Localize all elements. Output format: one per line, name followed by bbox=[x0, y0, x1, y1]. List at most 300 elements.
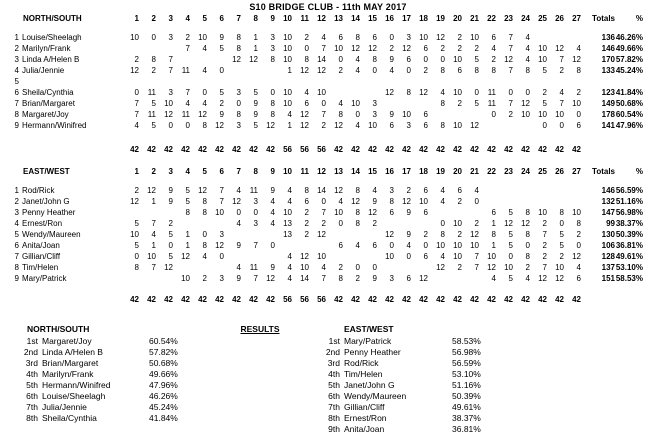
pair-name: Hermann/Winifred bbox=[22, 121, 87, 130]
total-cell: 146 bbox=[601, 186, 615, 195]
pair-number: 6 bbox=[14, 88, 19, 97]
score-board-6: 10 bbox=[215, 208, 224, 217]
results-table bbox=[318, 323, 506, 435]
results-east-west-table bbox=[318, 323, 506, 435]
column-sum-3: 42 bbox=[164, 145, 173, 154]
percent-cell: 49.61% bbox=[452, 402, 481, 412]
score-board-4: 7 bbox=[185, 88, 190, 97]
board-header-2: 2 bbox=[151, 167, 156, 176]
results-section-label: EAST/WEST bbox=[344, 324, 394, 334]
percent-cell: 56.59% bbox=[615, 186, 643, 195]
score-row bbox=[6, 98, 645, 109]
score-board-15 bbox=[360, 229, 377, 240]
board-header-24: 24 bbox=[521, 167, 530, 176]
board-header-22: 22 bbox=[487, 14, 496, 23]
column-sum-13: 42 bbox=[334, 145, 343, 154]
column-sum-27: 42 bbox=[572, 145, 581, 154]
score-board-8: 11 bbox=[249, 263, 258, 272]
board-header-23: 23 bbox=[504, 14, 513, 23]
score-board-16: 3 bbox=[389, 186, 394, 195]
pair-name: Margaret/Joy bbox=[22, 110, 69, 119]
pair-number: 2 bbox=[14, 44, 19, 53]
score-board-1: 7 bbox=[134, 99, 139, 108]
score-board-23: 2 bbox=[508, 110, 513, 119]
percent-cell: 56.98% bbox=[452, 347, 481, 357]
section-label: EAST/WEST bbox=[23, 167, 70, 176]
total-cell: 132 bbox=[601, 197, 615, 206]
score-board-21: 5 bbox=[474, 55, 479, 64]
column-sum-7: 42 bbox=[232, 145, 241, 154]
score-board-22: 11 bbox=[487, 88, 496, 97]
pair-name: Brian/Margaret bbox=[42, 358, 99, 368]
rank-cell: 8th bbox=[26, 413, 38, 423]
score-row bbox=[6, 54, 645, 65]
score-board-7: 8 bbox=[236, 110, 241, 119]
score-board-18 bbox=[411, 76, 428, 87]
percent-cell: 57.82% bbox=[149, 347, 178, 357]
score-board-26: 10 bbox=[555, 110, 564, 119]
column-sum-19: 42 bbox=[436, 145, 445, 154]
score-board-19 bbox=[428, 273, 445, 284]
score-board-19: 0 bbox=[440, 55, 445, 64]
score-board-19: 12 bbox=[436, 33, 445, 42]
results-row bbox=[318, 369, 506, 380]
score-board-15: 9 bbox=[372, 274, 377, 283]
score-board-3: 0 bbox=[168, 241, 173, 250]
score-board-24: 12 bbox=[521, 99, 530, 108]
score-board-12: 2 bbox=[321, 219, 326, 228]
score-board-13: 10 bbox=[334, 44, 343, 53]
score-board-7: 0 bbox=[236, 99, 241, 108]
score-board-25: 10 bbox=[538, 55, 547, 64]
score-board-6: 5 bbox=[219, 44, 224, 53]
results-row bbox=[318, 358, 506, 369]
score-board-11: 8 bbox=[304, 186, 309, 195]
score-board-16: 12 bbox=[385, 88, 394, 97]
total-cell: 130 bbox=[601, 230, 615, 239]
score-board-5: 2 bbox=[202, 274, 207, 283]
score-board-16: 8 bbox=[389, 197, 394, 206]
score-board-13: 4 bbox=[338, 99, 343, 108]
score-board-2 bbox=[139, 273, 156, 284]
score-board-13: 0 bbox=[338, 55, 343, 64]
score-board-10: 10 bbox=[283, 44, 292, 53]
score-board-21 bbox=[462, 273, 479, 284]
score-board-12: 7 bbox=[321, 274, 326, 283]
board-header-27: 27 bbox=[572, 167, 581, 176]
column-sum-5: 42 bbox=[198, 295, 207, 304]
rank-cell: 8th bbox=[328, 413, 340, 423]
score-board-7: 4 bbox=[236, 219, 241, 228]
score-board-6: 0 bbox=[219, 66, 224, 75]
pair-name: Penny Heather bbox=[22, 208, 76, 217]
score-board-2: 11 bbox=[147, 88, 156, 97]
score-board-20 bbox=[445, 76, 462, 87]
pair-name: Anita/Joan bbox=[22, 241, 60, 250]
column-sum-3: 42 bbox=[164, 295, 173, 304]
score-row bbox=[6, 76, 645, 87]
percent-cell: 57.82% bbox=[615, 55, 643, 64]
pair-number: 3 bbox=[14, 55, 19, 64]
score-board-20: 6 bbox=[457, 186, 462, 195]
score-board-19: 10 bbox=[436, 241, 445, 250]
score-board-11: 4 bbox=[304, 88, 309, 97]
rank-cell: 7th bbox=[26, 402, 38, 412]
score-board-21: 4 bbox=[474, 186, 479, 195]
score-board-3: 5 bbox=[168, 252, 173, 261]
score-board-2: 0 bbox=[151, 33, 156, 42]
board-header-13: 13 bbox=[334, 14, 343, 23]
score-board-25 bbox=[530, 76, 547, 87]
percent-cell: 45.24% bbox=[615, 66, 643, 75]
percent-cell: 50.68% bbox=[149, 358, 178, 368]
column-sum-17: 42 bbox=[402, 295, 411, 304]
column-sum-2: 42 bbox=[147, 145, 156, 154]
score-board-7: 8 bbox=[236, 33, 241, 42]
score-board-22 bbox=[479, 120, 496, 131]
score-board-19: 4 bbox=[440, 88, 445, 97]
score-board-1: 8 bbox=[134, 263, 139, 272]
score-board-9 bbox=[258, 76, 275, 87]
board-header-10: 10 bbox=[283, 167, 292, 176]
score-board-23 bbox=[496, 185, 513, 196]
pair-number: 6 bbox=[14, 241, 19, 250]
score-row bbox=[6, 262, 645, 273]
pair-number: 7 bbox=[14, 99, 19, 108]
score-board-2: 10 bbox=[147, 252, 156, 261]
score-board-9: 8 bbox=[270, 99, 275, 108]
score-board-17 bbox=[394, 262, 411, 273]
score-board-1: 2 bbox=[134, 55, 139, 64]
pair-number: 9 bbox=[14, 274, 19, 283]
score-board-19: 2 bbox=[440, 44, 445, 53]
column-sum-18: 42 bbox=[419, 145, 428, 154]
column-sum-15: 42 bbox=[368, 295, 377, 304]
board-header-5: 5 bbox=[202, 14, 207, 23]
pair-name: Julia/Jennie bbox=[22, 66, 65, 75]
score-board-23: 7 bbox=[508, 44, 513, 53]
score-board-12: 12 bbox=[317, 230, 326, 239]
score-board-4: 12 bbox=[181, 252, 190, 261]
pair-name: Linda A/Helen B bbox=[22, 55, 80, 64]
score-board-16: 12 bbox=[385, 230, 394, 239]
score-board-24: 0 bbox=[525, 241, 530, 250]
score-board-13: 4 bbox=[338, 197, 343, 206]
board-header-17: 17 bbox=[402, 167, 411, 176]
score-board-3: 10 bbox=[164, 99, 173, 108]
score-board-1: 10 bbox=[130, 33, 139, 42]
score-board-16 bbox=[377, 218, 394, 229]
pair-name: Hermann/Winifred bbox=[42, 380, 111, 390]
percent-cell: 46.26% bbox=[615, 33, 643, 42]
score-board-5: 8 bbox=[202, 121, 207, 130]
score-board-24: 4 bbox=[525, 44, 530, 53]
score-board-19: 8 bbox=[440, 99, 445, 108]
score-board-1 bbox=[122, 207, 139, 218]
score-board-7 bbox=[224, 229, 241, 240]
score-board-8: 9 bbox=[253, 99, 258, 108]
percent-header: % bbox=[635, 167, 643, 176]
score-board-6: 9 bbox=[219, 33, 224, 42]
score-board-25 bbox=[530, 185, 547, 196]
score-board-15: 8 bbox=[372, 55, 377, 64]
board-header-25: 25 bbox=[538, 167, 547, 176]
column-sum-25: 42 bbox=[538, 295, 547, 304]
pair-number: 8 bbox=[14, 263, 19, 272]
pair-name: Wendy/Maureen bbox=[344, 391, 407, 401]
percent-cell: 60.54% bbox=[615, 110, 643, 119]
column-sum-9: 42 bbox=[266, 295, 275, 304]
score-board-17: 6 bbox=[406, 274, 411, 283]
pair-name: Sheila/Cynthia bbox=[42, 413, 97, 423]
score-board-1: 4 bbox=[134, 121, 139, 130]
score-board-24: 8 bbox=[525, 252, 530, 261]
empty-cell bbox=[581, 294, 615, 305]
score-board-22: 8 bbox=[491, 66, 496, 75]
score-board-21: 2 bbox=[474, 44, 479, 53]
score-board-6 bbox=[207, 54, 224, 65]
score-board-2: 7 bbox=[151, 219, 156, 228]
score-board-11: 2 bbox=[304, 33, 309, 42]
column-sum-6: 42 bbox=[215, 145, 224, 154]
score-board-9: 9 bbox=[270, 186, 275, 195]
score-board-20 bbox=[445, 207, 462, 218]
board-header-6: 6 bbox=[219, 167, 224, 176]
score-board-16: 6 bbox=[389, 121, 394, 130]
score-board-13: 6 bbox=[338, 241, 343, 250]
score-board-21: 0 bbox=[474, 88, 479, 97]
column-sum-18: 42 bbox=[419, 295, 428, 304]
score-board-12: 14 bbox=[317, 55, 326, 64]
score-board-24: 0 bbox=[525, 88, 530, 97]
column-sum-10: 56 bbox=[283, 295, 292, 304]
board-header-18: 18 bbox=[419, 14, 428, 23]
score-board-17: 12 bbox=[402, 44, 411, 53]
score-board-22: 11 bbox=[487, 99, 496, 108]
score-board-23 bbox=[496, 120, 513, 131]
rank-cell: 3rd bbox=[327, 358, 340, 368]
score-board-18: 0 bbox=[423, 55, 428, 64]
score-board-14: 12 bbox=[351, 44, 360, 53]
score-board-26: 10 bbox=[555, 263, 564, 272]
score-board-17: 2 bbox=[406, 186, 411, 195]
score-board-5: 0 bbox=[202, 88, 207, 97]
column-sum-14: 42 bbox=[351, 295, 360, 304]
score-board-27: 2 bbox=[576, 88, 581, 97]
score-board-9 bbox=[258, 65, 275, 76]
score-board-12: 4 bbox=[321, 33, 326, 42]
score-board-12: 10 bbox=[317, 252, 326, 261]
column-sum-23: 42 bbox=[504, 145, 513, 154]
score-board-25: 5 bbox=[542, 66, 547, 75]
score-board-20: 2 bbox=[457, 230, 462, 239]
score-board-8 bbox=[241, 65, 258, 76]
score-board-18: 6 bbox=[423, 252, 428, 261]
score-board-17: 10 bbox=[402, 110, 411, 119]
results-heading: RESULTS bbox=[240, 324, 280, 334]
board-header-12: 12 bbox=[317, 14, 326, 23]
score-board-25: 10 bbox=[538, 208, 547, 217]
score-board-15: 10 bbox=[368, 121, 377, 130]
score-board-18: 6 bbox=[423, 186, 428, 195]
score-board-14: 8 bbox=[355, 186, 360, 195]
score-board-2: 1 bbox=[151, 241, 156, 250]
score-board-23: 12 bbox=[504, 55, 513, 64]
pair-name: Brian/Margaret bbox=[22, 99, 75, 108]
score-board-15: 12 bbox=[368, 44, 377, 53]
pair-number: 1 bbox=[14, 33, 19, 42]
score-board-3 bbox=[156, 273, 173, 284]
rank-cell: 4th bbox=[26, 369, 38, 379]
score-board-21: 8 bbox=[474, 66, 479, 75]
score-board-15 bbox=[360, 251, 377, 262]
score-board-23: 7 bbox=[508, 33, 513, 42]
results-row bbox=[10, 402, 203, 413]
results-row bbox=[10, 391, 203, 402]
board-header-3: 3 bbox=[168, 14, 173, 23]
pair-name: Margaret/Joy bbox=[42, 336, 92, 346]
pair-number: 5 bbox=[14, 230, 19, 239]
spacer-cell bbox=[6, 177, 645, 185]
results-row bbox=[318, 391, 506, 402]
percent-cell: 53.10% bbox=[452, 369, 481, 379]
board-header-5: 5 bbox=[202, 167, 207, 176]
column-sum-14: 42 bbox=[351, 145, 360, 154]
percent-cell: 50.68% bbox=[615, 99, 643, 108]
rank-cell: 5th bbox=[328, 380, 340, 390]
score-row bbox=[6, 87, 645, 98]
score-board-9: 0 bbox=[270, 88, 275, 97]
results-row bbox=[318, 336, 506, 347]
column-sum-21: 42 bbox=[470, 145, 479, 154]
score-board-4: 2 bbox=[185, 33, 190, 42]
score-board-27 bbox=[564, 185, 581, 196]
score-board-12 bbox=[309, 240, 326, 251]
score-board-18: 12 bbox=[419, 274, 428, 283]
score-board-9 bbox=[258, 229, 275, 240]
results-row bbox=[10, 369, 203, 380]
score-board-19: 8 bbox=[440, 66, 445, 75]
board-header-21: 21 bbox=[470, 167, 479, 176]
pair-name: Mary/Patrick bbox=[22, 274, 67, 283]
percent-cell: 49.61% bbox=[615, 252, 643, 261]
score-board-17: 0 bbox=[406, 66, 411, 75]
board-header-2: 2 bbox=[151, 14, 156, 23]
score-board-12: 0 bbox=[321, 197, 326, 206]
score-board-4: 4 bbox=[185, 99, 190, 108]
score-board-21: 2 bbox=[474, 219, 479, 228]
score-board-2 bbox=[139, 207, 156, 218]
score-board-7: 4 bbox=[236, 263, 241, 272]
score-board-9: 4 bbox=[270, 208, 275, 217]
score-board-2: 2 bbox=[151, 66, 156, 75]
score-board-24: 4 bbox=[525, 55, 530, 64]
score-board-27: 12 bbox=[572, 55, 581, 64]
score-board-24 bbox=[513, 76, 530, 87]
pair-name: Mary/Patrick bbox=[344, 336, 392, 346]
score-board-27: 4 bbox=[576, 44, 581, 53]
percent-cell: 53.10% bbox=[615, 263, 643, 272]
score-board-4: 8 bbox=[185, 208, 190, 217]
score-board-4 bbox=[173, 218, 190, 229]
score-board-26 bbox=[547, 32, 564, 43]
score-board-3 bbox=[156, 76, 173, 87]
score-board-21 bbox=[462, 76, 479, 87]
pair-name: Tim/Helen bbox=[22, 263, 59, 272]
score-board-21: 10 bbox=[470, 33, 479, 42]
score-board-17: 4 bbox=[406, 241, 411, 250]
score-board-2: 4 bbox=[151, 230, 156, 239]
board-header-7: 7 bbox=[236, 14, 241, 23]
total-cell: 141 bbox=[601, 121, 615, 130]
score-board-12: 0 bbox=[321, 99, 326, 108]
empty-cell bbox=[615, 144, 645, 155]
score-board-10 bbox=[275, 240, 292, 251]
score-board-17: 3 bbox=[406, 33, 411, 42]
board-header-23: 23 bbox=[504, 167, 513, 176]
score-board-8: 7 bbox=[253, 274, 258, 283]
score-board-14: 8 bbox=[355, 208, 360, 217]
board-header-26: 26 bbox=[555, 167, 564, 176]
score-board-3: 3 bbox=[168, 33, 173, 42]
score-board-3: 3 bbox=[168, 88, 173, 97]
score-board-15 bbox=[360, 76, 377, 87]
total-cell: 149 bbox=[601, 99, 615, 108]
score-board-1: 10 bbox=[130, 230, 139, 239]
score-board-5 bbox=[190, 262, 207, 273]
page-title: S10 BRIDGE CLUB - 11th MAY 2017 bbox=[249, 2, 407, 12]
rank-cell: 3rd bbox=[25, 358, 38, 368]
score-board-26: 7 bbox=[559, 99, 564, 108]
board-header-1: 1 bbox=[134, 14, 139, 23]
score-board-18: 12 bbox=[419, 88, 428, 97]
score-board-27: 6 bbox=[576, 274, 581, 283]
score-board-2: 8 bbox=[151, 55, 156, 64]
score-board-2 bbox=[139, 43, 156, 54]
score-row bbox=[6, 251, 645, 262]
score-board-27: 2 bbox=[576, 230, 581, 239]
column-sum-1: 42 bbox=[130, 145, 139, 154]
board-header-6: 6 bbox=[219, 14, 224, 23]
score-board-18: 6 bbox=[423, 121, 428, 130]
pair-name: Rod/Rick bbox=[344, 358, 379, 368]
board-header-24: 24 bbox=[521, 14, 530, 23]
spacer-row bbox=[6, 131, 645, 144]
score-board-2: 5 bbox=[151, 99, 156, 108]
score-board-18 bbox=[411, 98, 428, 109]
rank-cell: 2nd bbox=[23, 347, 38, 357]
board-header-4: 4 bbox=[185, 14, 190, 23]
score-board-3 bbox=[156, 207, 173, 218]
score-board-17: 9 bbox=[406, 208, 411, 217]
empty-cell bbox=[6, 144, 19, 155]
score-board-21: 12 bbox=[470, 230, 479, 239]
score-board-24: 8 bbox=[525, 208, 530, 217]
score-board-17: 0 bbox=[406, 252, 411, 261]
results-row bbox=[318, 347, 506, 358]
score-board-15: 9 bbox=[372, 197, 377, 206]
score-board-19: 0 bbox=[440, 219, 445, 228]
score-board-22: 0 bbox=[491, 110, 496, 119]
score-board-14: 12 bbox=[351, 197, 360, 206]
score-board-22 bbox=[479, 185, 496, 196]
score-row bbox=[6, 185, 645, 196]
score-board-14: 4 bbox=[355, 66, 360, 75]
pair-name: Anita/Joan bbox=[344, 424, 385, 434]
score-row bbox=[6, 196, 645, 207]
pair-name: Janet/John G bbox=[344, 380, 395, 390]
total-cell: 128 bbox=[601, 252, 615, 261]
